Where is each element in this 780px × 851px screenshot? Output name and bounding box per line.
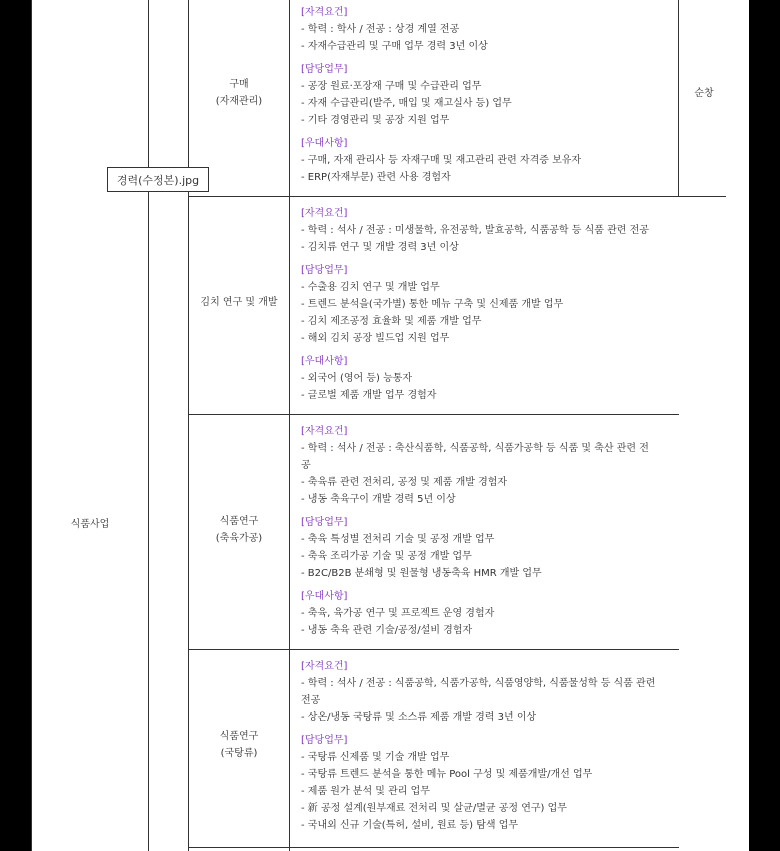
document-page	[31, 0, 749, 851]
list-item: - 기타 경영관리 및 공장 지원 업무	[301, 115, 450, 126]
group-heading: [자격요건]	[301, 7, 348, 18]
list-item: 전공	[301, 695, 321, 706]
list-item: - 新 공정 설계(원부재료 전처리 및 살균/멸균 공정 연구) 업무	[301, 803, 567, 814]
job-title-line: (자재관리)	[215, 96, 263, 107]
job-title	[189, 294, 289, 311]
list-item: - 냉동 축육 관련 기술/공정/설비 경험자	[301, 625, 473, 636]
list-item: - 학력 : 학사 / 전공 : 상경 계열 전공	[301, 24, 460, 35]
list-item: - 김치 제조공정 효율화 및 제품 개발 업무	[301, 316, 482, 327]
list-item: - 자재수급관리 및 구매 업무 경력 3년 이상	[301, 41, 488, 52]
job-title-line: 김치 연구 및 개발	[200, 297, 278, 308]
job-details	[301, 205, 686, 404]
list-item: - 상온/냉동 국탕류 및 소스류 제품 개발 경력 3년 이상	[301, 712, 537, 723]
job-title-line: 식품연구	[219, 516, 259, 527]
list-item: - 축육 조리가공 기술 및 공정 개발 업무	[301, 551, 472, 562]
group-heading: [담당업무]	[301, 517, 348, 528]
group-heading: [자격요건]	[301, 426, 348, 437]
list-item: - 공장 원료·포장재 구매 및 수급관리 업무	[301, 81, 482, 92]
list-item: - 김치류 연구 및 개발 경력 3년 이상	[301, 242, 459, 253]
list-item: - 축육 특성별 전처리 기술 및 공정 개발 업무	[301, 534, 495, 545]
group-heading: [우대사항]	[301, 591, 348, 602]
list-item: - 제품 원가 분석 및 관리 업무	[301, 786, 430, 797]
job-title-line: (국탕류)	[220, 748, 258, 759]
job-details	[301, 423, 686, 639]
table-border	[289, 0, 290, 851]
list-item: - ERP(자재부문) 관련 사용 경험자	[301, 172, 451, 183]
job-title-line: 식품연구	[219, 731, 259, 742]
list-item: - 국탕류 신제품 및 기술 개발 업무	[301, 752, 450, 763]
group-heading: [자격요건]	[301, 661, 348, 672]
list-item: - 축육, 육가공 연구 및 프로젝트 운영 경험자	[301, 608, 495, 619]
list-item: - 해외 김치 공장 빌드업 지원 업무	[301, 333, 450, 344]
row-divider	[188, 649, 679, 650]
list-item: - B2C/B2B 분쇄형 및 원물형 냉동축육 HMR 개발 업무	[301, 568, 542, 579]
group-heading: [담당업무]	[301, 265, 348, 276]
job-title-line: (축육가공)	[215, 533, 263, 544]
job-details	[301, 4, 686, 186]
group-heading: [담당업무]	[301, 735, 348, 746]
list-item: - 축육류 관련 전처리, 공정 및 제품 개발 경험자	[301, 477, 508, 488]
section-label: 식품사업	[70, 519, 110, 530]
list-item: 공	[301, 460, 311, 471]
job-title	[189, 76, 289, 110]
group-heading: [자격요건]	[301, 208, 348, 219]
group-heading: [우대사항]	[301, 356, 348, 367]
list-item: - 학력 : 석사 / 전공 : 미생물학, 유전공학, 발효공학, 식품공학 등 식품 관련 전공	[301, 225, 649, 236]
list-item: - 국내외 신규 기술(특허, 설비, 원료 등) 탐색 업무	[301, 820, 519, 831]
group-heading: [우대사항]	[301, 138, 348, 149]
table-border	[31, 0, 32, 851]
job-title	[189, 728, 289, 762]
group-heading: [담당업무]	[301, 64, 348, 75]
list-item: - 구매, 자재 관리사 등 자재구매 및 재고관리 관련 자격증 보유자	[301, 155, 582, 166]
table-border	[148, 0, 149, 851]
job-details	[301, 658, 686, 834]
list-item: - 학력 : 석사 / 전공 : 식품공학, 식품가공학, 식품영양학, 식품물성학 등 식품 관련	[301, 678, 656, 689]
list-item: - 수출용 김치 연구 및 개발 업무	[301, 282, 440, 293]
list-item: - 학력 : 석사 / 전공 : 축산식품학, 식품공학, 식품가공학 등 식품 및 축산 관련 전	[301, 443, 649, 454]
list-item: - 외국어 (영어 등) 능통자	[301, 373, 413, 384]
row-divider	[188, 196, 726, 197]
list-item: - 글로벌 제품 개발 업무 경험자	[301, 390, 437, 401]
list-item: - 냉동 축육구이 개발 경력 5년 이상	[301, 494, 456, 505]
list-item: - 트렌드 분석을(국가별) 통한 메뉴 구축 및 신제품 개발 업무	[301, 299, 564, 310]
list-item: - 국탕류 트렌드 분석을 통한 메뉴 Pool 구성 및 제품개발/개선 업무	[301, 769, 593, 780]
filename-tooltip: 경력(수정본).jpg	[107, 167, 209, 192]
list-item: - 자재 수급관리(발주, 매입 및 재고실사 등) 업무	[301, 98, 512, 109]
location-label: 순창	[694, 88, 714, 99]
table-border	[188, 0, 189, 851]
row-divider	[188, 414, 679, 415]
job-title	[189, 513, 289, 547]
row-divider	[188, 847, 679, 848]
job-title-line: 구매	[229, 79, 249, 90]
